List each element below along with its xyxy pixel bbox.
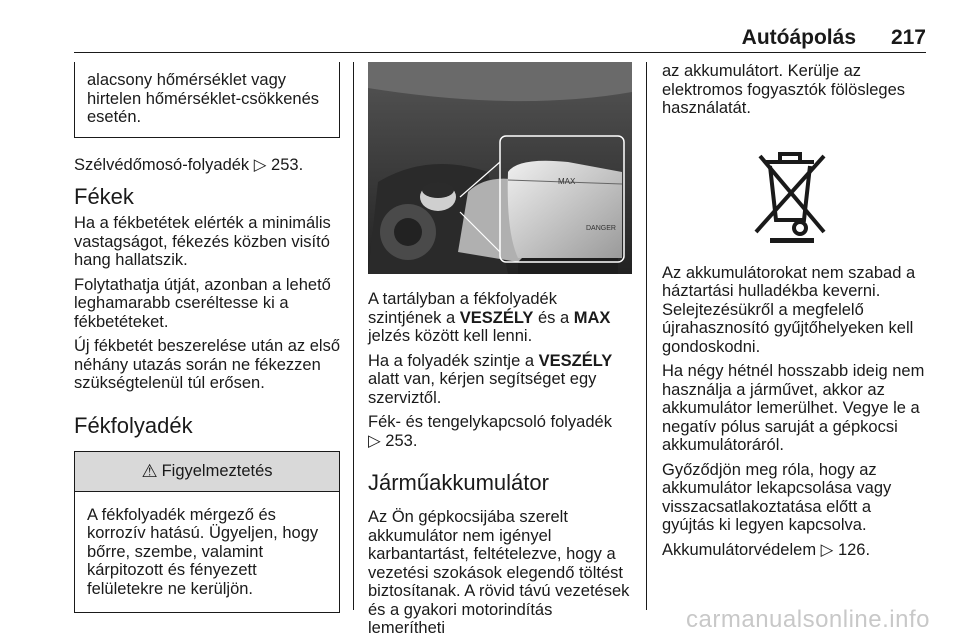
header-rule (74, 52, 926, 53)
disposal-paragraph: Az akkumulátorokat nem szabad a háztartási hulladékba keverni. Selejtezésükről a megfelelő újrahasznosító gyűjtőhelyeken kell gondoskodni. (662, 263, 916, 356)
brake-fluid-reservoir-photo (368, 62, 632, 274)
level-text-e: jelzés között kell lenni. (368, 327, 533, 345)
section-title: Autóápolás (741, 26, 856, 49)
battery-protection-reference (662, 541, 926, 560)
max-mark-label: MAX (558, 177, 576, 186)
battery-paragraph-2: az akkumulátort. Kerülje az elektromos fogyasztók fölösleges használatát. (662, 62, 906, 117)
fluid-reference (368, 413, 632, 450)
column-divider-2 (646, 62, 647, 610)
level-paragraph (368, 290, 632, 346)
danger-mark-label: DANGER (586, 225, 616, 232)
level-text-danger: VESZÉLY (459, 308, 534, 327)
low-level-paragraph (368, 352, 632, 408)
page-reference-arrow-icon: ▷ (368, 431, 381, 450)
brakes-paragraph-1: Ha a fékbetétek elérték a minimális vastagságot, fékezés közben visító hang hallatszik. (74, 214, 331, 269)
washer-reference (74, 156, 340, 175)
battery-paragraph-1: Az Ön gépkocsijába szerelt akkumulátor nem igényel karbantartást, feltételezve, hogy a vezetési szokások elegendő töltést biztosítanak. A rövid távú vezetések és a gyakori motorindítás lemerítheti (368, 508, 630, 637)
brake-fluid-heading: Fékfolyadék (74, 412, 193, 438)
warning-title: Figyelmeztetés (161, 461, 273, 480)
level-text-a: A tartályban a fékfolyadék szintjének a (368, 290, 557, 327)
page-header (74, 26, 926, 50)
page-reference-arrow-icon: ▷ (253, 155, 267, 174)
continued-box-text: alacsony hőmérséklet vagy hirtelen hőmérséklet-csökkenés esetén. (87, 71, 320, 126)
column-1 (74, 62, 340, 613)
warning-header (75, 452, 339, 492)
warning-box (74, 451, 340, 614)
ignition-paragraph: Győződjön meg róla, hogy az akkumulátor lekapcsolása vagy visszacsatlakoztatása előtt a gyújtás ki legyen kapcsolva. (662, 460, 892, 534)
low-level-text-a: Ha a folyadék szintje a (368, 351, 539, 370)
page-reference-arrow-icon: ▷ (820, 540, 834, 559)
low-level-text-c: alatt van, kérjen segítséget egy szerviztől. (368, 370, 597, 407)
continued-box (74, 62, 340, 138)
washer-reference-label: Szélvédőmosó-folyadék (74, 155, 254, 174)
storage-paragraph: Ha négy hétnél hosszabb ideig nem használja a járművet, akkor az akkumulátor lemerülhet. Vegye le a negatív pólus saruját a gépkocsi akkumulátoráról. (662, 362, 925, 454)
battery-protection-page: 126. (833, 540, 871, 559)
column-3 (662, 62, 926, 565)
brakes-paragraph-2: Folytathatja útját, azonban a lehető leghamarabb cseréltesse ki a fékbetéteket. (74, 275, 331, 331)
brakes-heading: Fékek (74, 184, 134, 209)
battery-heading: Járműakkumulátor (368, 470, 549, 495)
engine-bay-illustration (368, 62, 632, 274)
warning-body: A fékfolyadék mérgező és korrozív hatású. Ügyeljen, hogy bőrre, szembe, valamint kárpitozott és fényezett felületekre ne kerüljön. (87, 505, 319, 598)
crossed-out-wheelie-bin-icon (740, 136, 840, 244)
watermark: carmanualsonline.info (686, 606, 930, 633)
column-divider-1 (353, 62, 354, 610)
brakes-paragraph-3: Új fékbetét beszerelése után az első néhány utazás során ne fékezzen szükségtelenül túl erősen. (74, 337, 340, 392)
fluid-reference-page: 253. (380, 431, 418, 450)
warning-triangle-icon: ⚠ (141, 460, 158, 481)
column-2 (368, 62, 632, 642)
level-text-max: MAX (573, 308, 611, 327)
washer-reference-page: 253. (266, 155, 304, 174)
low-level-text-danger: VESZÉLY (538, 351, 613, 370)
page-number: 217 (890, 26, 926, 49)
battery-protection-label: Akkumulátorvédelem (662, 540, 821, 559)
fluid-reference-label: Fék- és tengelykapcsoló folyadék (368, 413, 612, 431)
level-text-c: és a (533, 308, 574, 327)
